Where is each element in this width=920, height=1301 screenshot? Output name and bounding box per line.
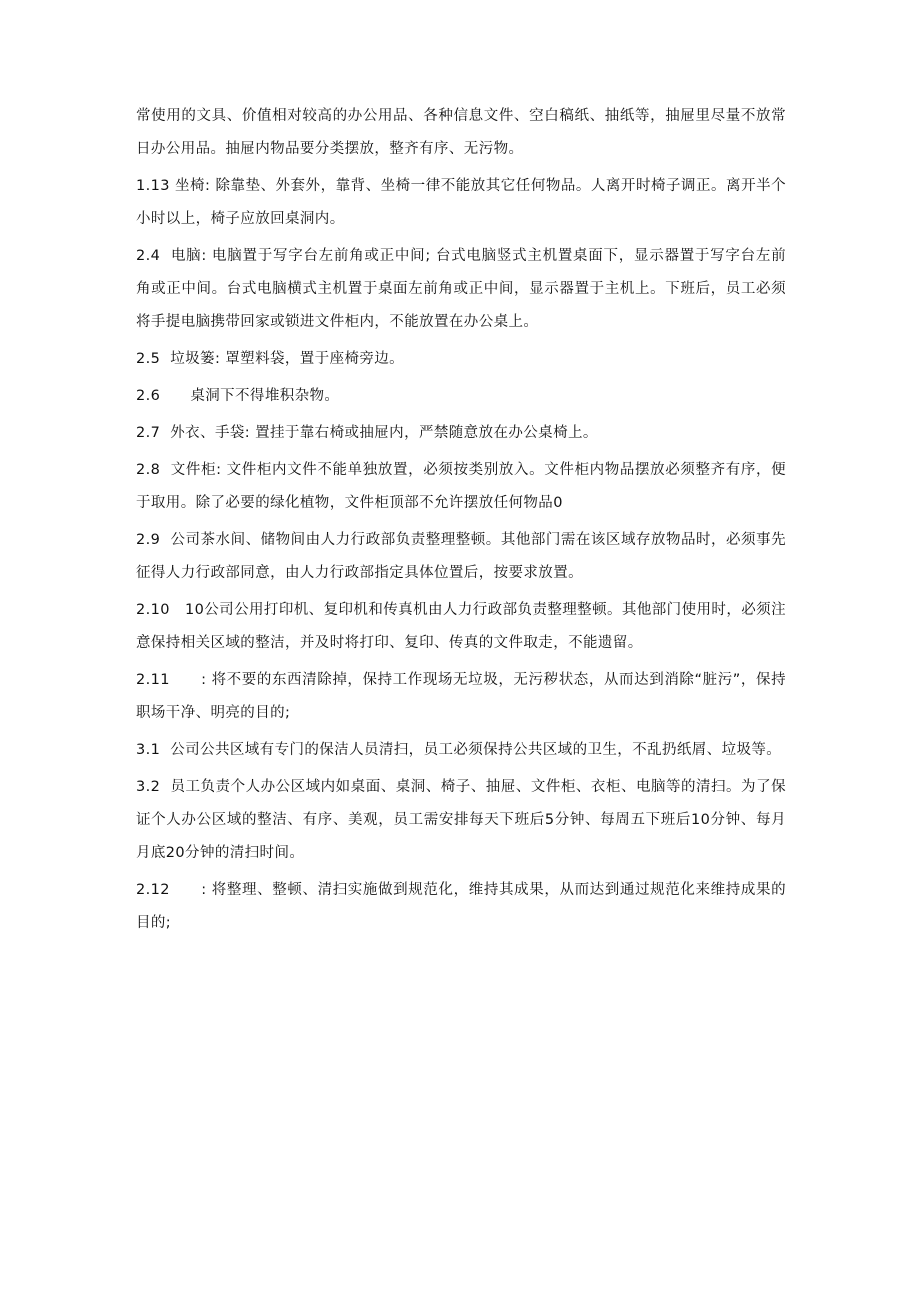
paragraph-2-4-computer: 2.4 电脑: 电脑置于写字台左前角或正中间; 台式电脑竖式主机置桌面下，显示器置于写字台左前角或正中间。台式电脑横式主机置于桌面左前角或正中间，显示器置于主机上。下班后，员工必须将手提电脑携带回家或锁进文件柜内，不能放置在办公桌上。 [136, 248, 786, 330]
paragraph-2-11-cleaning: 2.11 : 将不要的东西清除掉，保持工作现场无垃圾，无污秽状态，从而达到消除“脏污”，保持职场干净、明亮的目的; [136, 672, 786, 721]
paragraph-2-8-file-cabinet: 2.8 文件柜: 文件柜内文件不能单独放置，必须按类别放入。文件柜内物品摆放必须整齐有序，便于取用。除了必要的绿化植物，文件柜顶部不允许摆放任何物品0 [136, 462, 786, 511]
paragraph-2-7-coat-bag: 2.7 外衣、手袋: 置挂于靠右椅或抽屉内，严禁随意放在办公桌椅上。 [136, 425, 598, 441]
paragraph-2-12-standardize: 2.12 : 将整理、整顿、清扫实施做到规范化，维持其成果，从而达到通过规范化来维持成果的目的; [136, 882, 786, 931]
paragraph-2-9-tea-room: 2.9 公司茶水间、储物间由人力行政部负责整理整顿。其他部门需在该区域存放物品时，必须事先征得人力行政部同意，由人力行政部指定具体位置后，按要求放置。 [136, 532, 786, 581]
paragraph-2-5-trash-bin: 2.5 垃圾篓: 罩塑料袋，置于座椅旁边。 [136, 351, 405, 367]
paragraph-1-13-chair: 1.13 坐椅: 除靠垫、外套外，靠背、坐椅一律不能放其它任何物品。人离开时椅子调正。离开半个小时以上，椅子应放回桌洞内。 [136, 178, 786, 227]
paragraph-2-6-desk-hole: 2.6 桌洞下不得堆积杂物。 [136, 388, 340, 404]
paragraph-drawer-items: 常使用的文具、价值相对较高的办公用品、各种信息文件、空白稿纸、抽纸等，抽屉里尽量不放常日办公用品。抽屉内物品要分类摆放，整齐有序、无污物。 [136, 108, 786, 157]
paragraph-2-10-printer: 2.10 10公司公用打印机、复印机和传真机由人力行政部负责整理整顿。其他部门使用时，必须注意保持相关区域的整洁，并及时将打印、复印、传真的文件取走，不能遗留。 [136, 602, 786, 651]
paragraph-3-1-public-area: 3.1 公司公共区域有专门的保洁人员清扫，员工必须保持公共区域的卫生，不乱扔纸屑、垃圾等。 [136, 742, 782, 758]
paragraph-3-2-personal-area: 3.2 员工负责个人办公区域内如桌面、桌洞、椅子、抽屉、文件柜、衣柜、电脑等的清扫。为了保证个人办公区域的整洁、有序、美观，员工需安排每天下班后5分钟、每周五下班后10分钟、每月月底20分钟的清扫时间。 [136, 779, 786, 861]
document-body [136, 100, 786, 944]
